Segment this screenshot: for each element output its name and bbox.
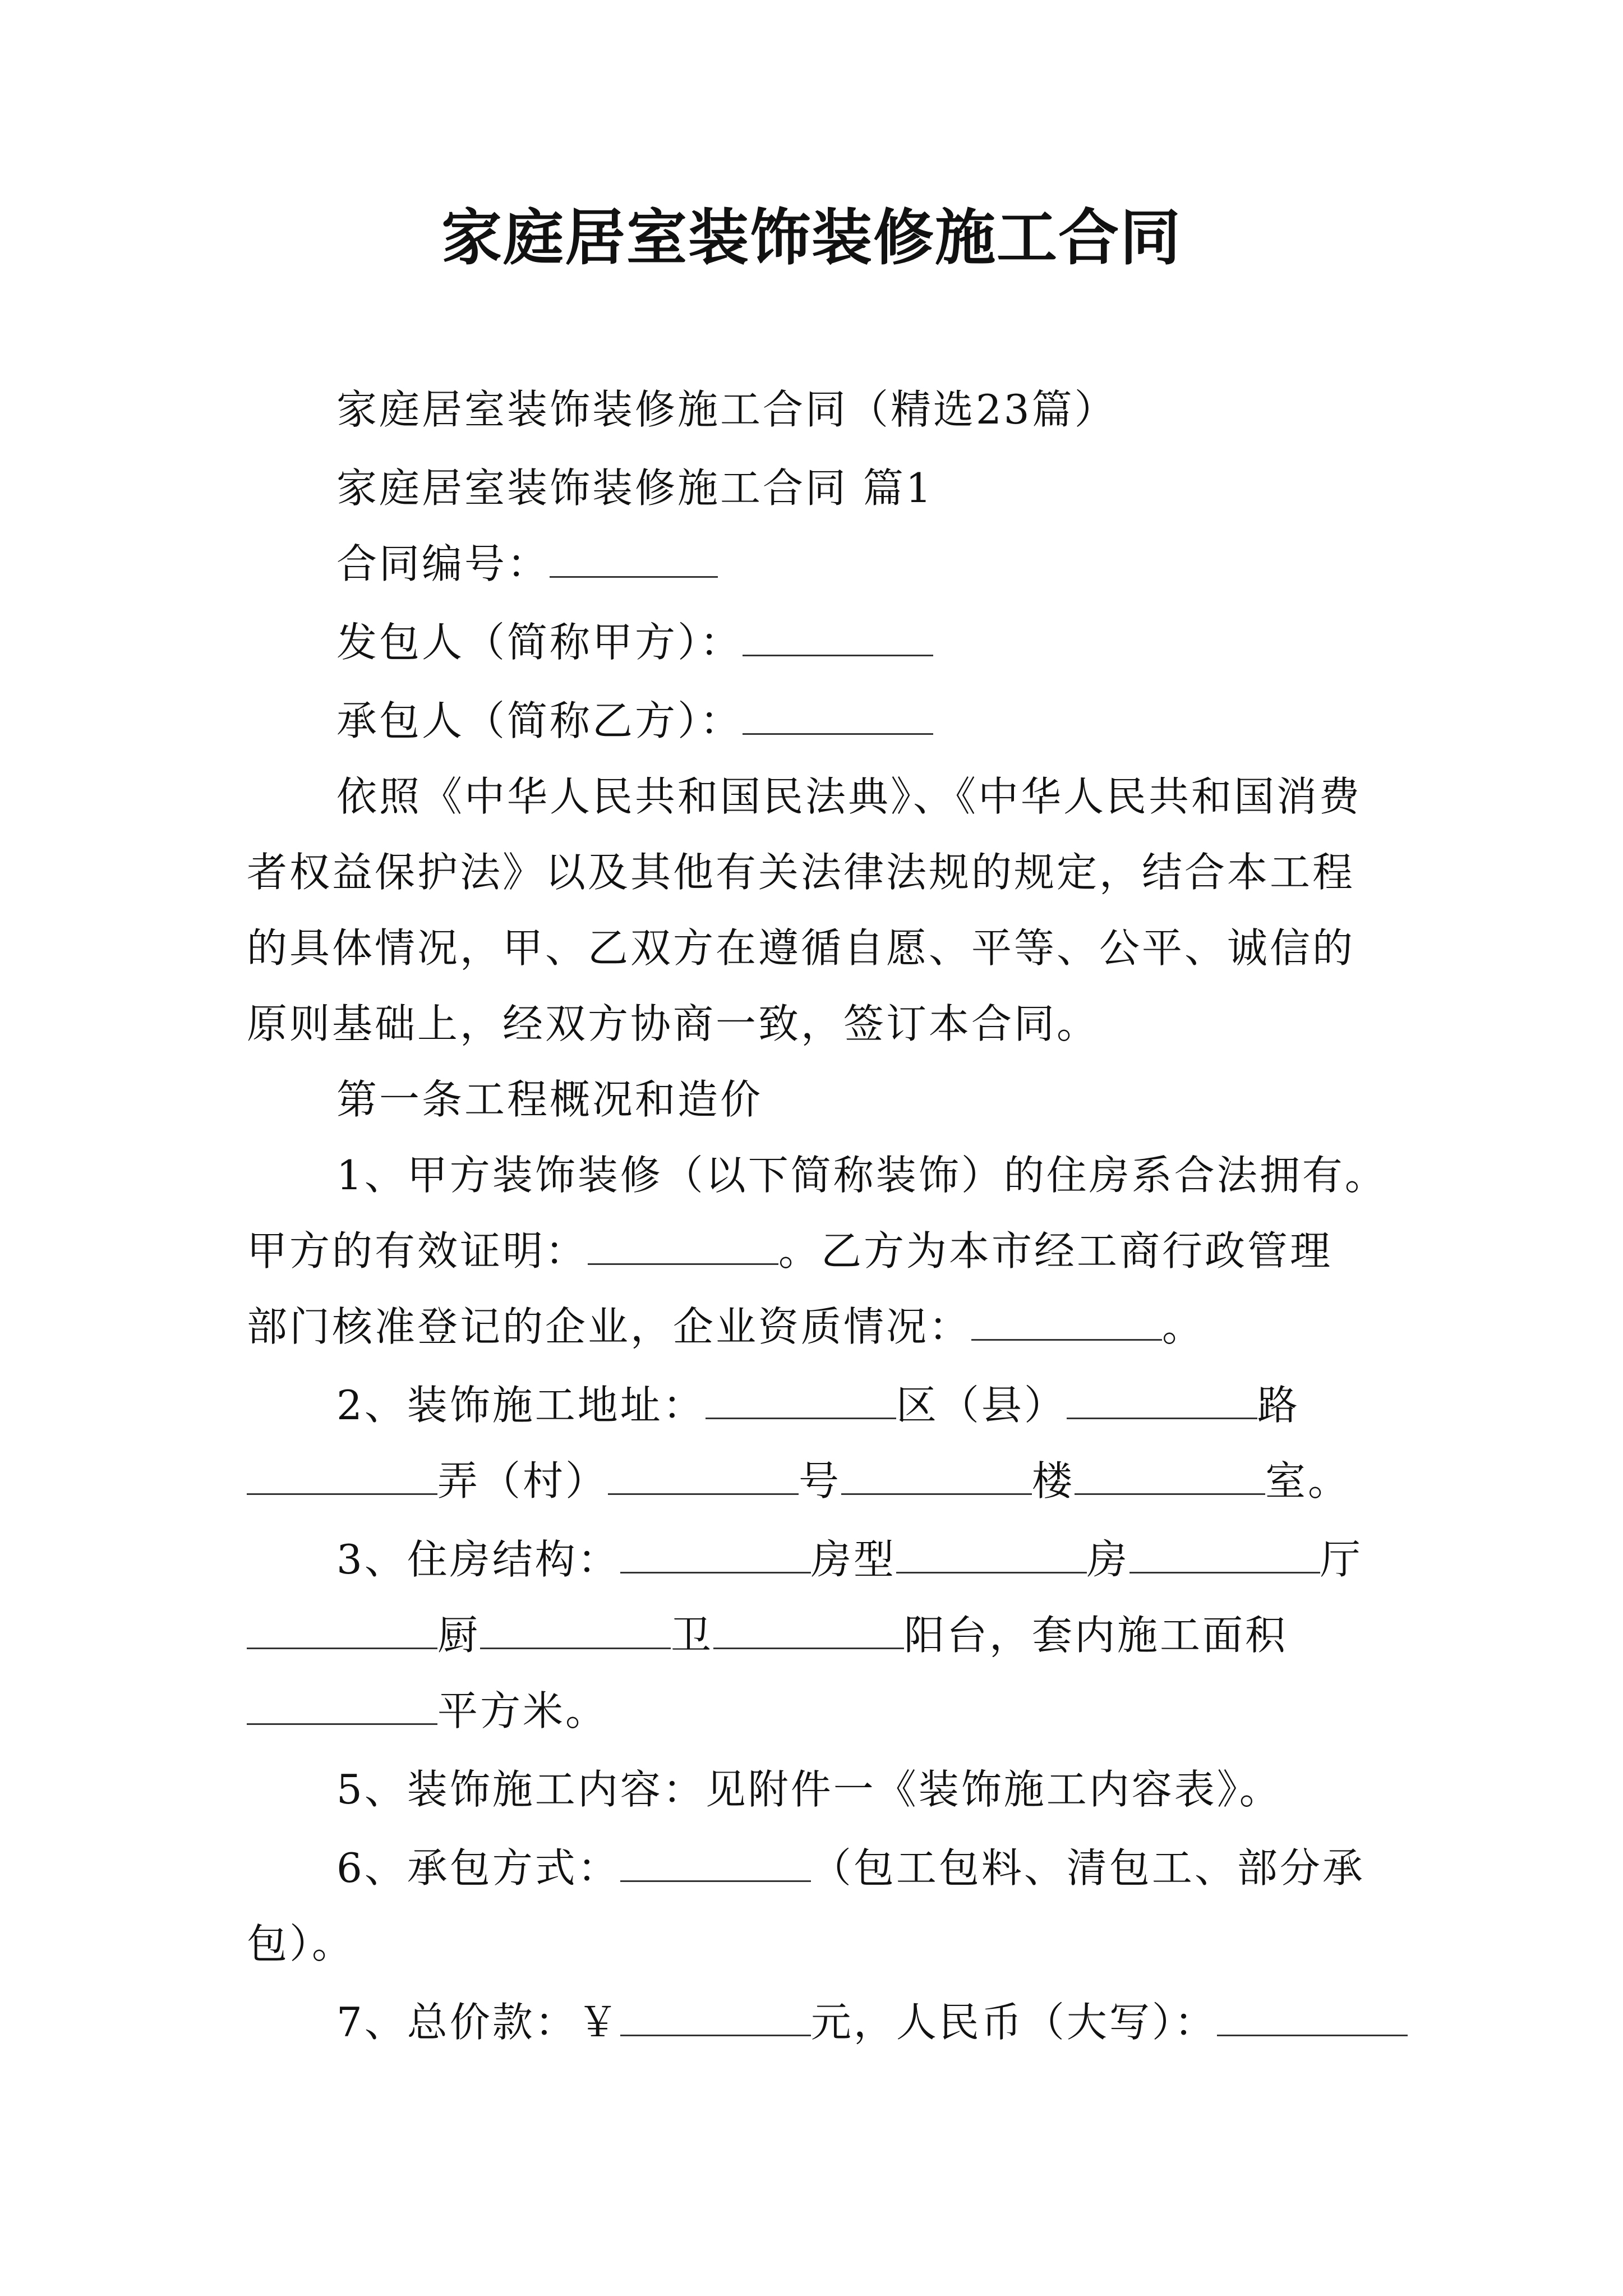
item-2-number-blank — [608, 1458, 799, 1495]
contract-number-label: 合同编号： — [336, 540, 550, 587]
item-2-lane-label: 弄（村） — [437, 1457, 608, 1504]
item-3-sqm-label: 平方米。 — [437, 1687, 608, 1734]
item-3-line-2 — [247, 1607, 1288, 1663]
item-2-line-1 — [336, 1377, 1300, 1433]
item-2-line-2 — [247, 1453, 1350, 1509]
item-3-type-blank — [620, 1537, 811, 1573]
item-3-kitchen-blank — [247, 1613, 437, 1649]
item-2-district-label: 区（县） — [896, 1382, 1067, 1429]
item-3-structure-label: 3、住房结构： — [336, 1536, 620, 1583]
item-6-line-1 — [336, 1840, 1365, 1896]
item-3-hall-label: 厅 — [1320, 1536, 1363, 1583]
item-7-rmb-label: 元，人民币（大写）： — [810, 1999, 1217, 2046]
item-2-address-label: 2、装饰施工地址： — [336, 1382, 706, 1429]
article-1-heading: 第一条工程概况和造价 — [336, 1076, 763, 1123]
document-title: 家庭居室装饰装修施工合同 — [441, 203, 1182, 273]
item-7-total-label: 7、总价款：￥ — [336, 1999, 620, 2046]
party-b-line — [336, 693, 933, 749]
item-3-hall-blank — [1129, 1537, 1320, 1573]
item-2-building-blank — [841, 1458, 1032, 1495]
item-3-area-label: 阳台，套内施工面积 — [904, 1612, 1288, 1659]
contract-number-line — [336, 536, 718, 592]
party-a-label: 发包人（简称甲方）： — [336, 619, 743, 666]
item-2-road-label: 路 — [1257, 1382, 1300, 1429]
preamble-line-4: 原则基础上，经双方协商一致，签订本合同。 — [247, 1000, 1100, 1047]
item-1-line-3-end: 。 — [1162, 1303, 1205, 1350]
item-3-type-label: 房型 — [810, 1536, 896, 1583]
preamble-line-3: 的具体情况，甲、乙双方在遵循自愿、平等、公平、诚信的 — [247, 924, 1355, 972]
item-3-bath-blank — [480, 1613, 671, 1649]
contract-number-blank — [550, 541, 718, 578]
item-1-proof-blank — [588, 1228, 778, 1265]
item-3-room-blank — [896, 1537, 1087, 1573]
party-b-blank — [743, 698, 933, 735]
item-5-line: 5、装饰施工内容：见附件一《装饰施工内容表》。 — [336, 1766, 1282, 1813]
party-b-label: 承包人（简称乙方）： — [336, 697, 743, 744]
item-3-balcony-blank — [713, 1613, 904, 1649]
item-3-bath-label: 卫 — [671, 1612, 714, 1659]
item-3-line-3 — [247, 1683, 608, 1739]
item-1-line-2-text: 。乙方为本市经工商行政管理 — [778, 1227, 1333, 1274]
item-2-room-blank — [1075, 1458, 1265, 1495]
item-2-room-label: 室。 — [1265, 1457, 1351, 1504]
item-6-options: （包工包料、清包工、部分承 — [810, 1844, 1365, 1892]
party-a-blank — [743, 620, 933, 656]
item-2-lane-blank — [247, 1458, 437, 1495]
item-3-room-label: 房 — [1086, 1536, 1129, 1583]
party-a-line — [336, 614, 933, 670]
item-3-area-blank — [247, 1688, 437, 1725]
item-7-amount-blank — [620, 2000, 811, 2036]
section-heading: 家庭居室装饰装修施工合同 篇1 — [336, 464, 934, 512]
item-2-number-label: 号 — [799, 1457, 842, 1504]
item-1-qualification-label: 部门核准登记的企业，企业资质情况： — [247, 1303, 972, 1350]
item-1-qualification-blank — [971, 1304, 1162, 1341]
item-3-line-1 — [336, 1531, 1363, 1588]
subtitle: 家庭居室装饰装修施工合同（精选23篇） — [336, 386, 1117, 433]
item-2-district-blank — [706, 1383, 896, 1419]
item-6-mode-label: 6、承包方式： — [336, 1844, 620, 1892]
item-1-line-1: 1、甲方装饰装修（以下简称装饰）的住房系合法拥有。 — [336, 1152, 1387, 1199]
preamble-line-2: 者权益保护法》以及其他有关法律法规的规定，结合本工程 — [247, 849, 1355, 896]
item-7-line — [336, 1994, 1408, 2050]
item-1-line-2 — [247, 1223, 1332, 1279]
item-6-mode-blank — [620, 1846, 811, 1882]
item-2-building-label: 楼 — [1032, 1457, 1075, 1504]
item-7-capital-blank — [1217, 2000, 1408, 2036]
item-2-road-blank — [1067, 1383, 1257, 1419]
preamble-line-1: 依照《中华人民共和国民法典》、《中华人民共和国消费 — [336, 773, 1362, 820]
item-3-kitchen-label: 厨 — [437, 1612, 481, 1659]
item-1-proof-label: 甲方的有效证明： — [247, 1227, 588, 1274]
item-1-line-3 — [247, 1299, 1205, 1355]
item-6-line-2: 包）。 — [247, 1920, 355, 1967]
